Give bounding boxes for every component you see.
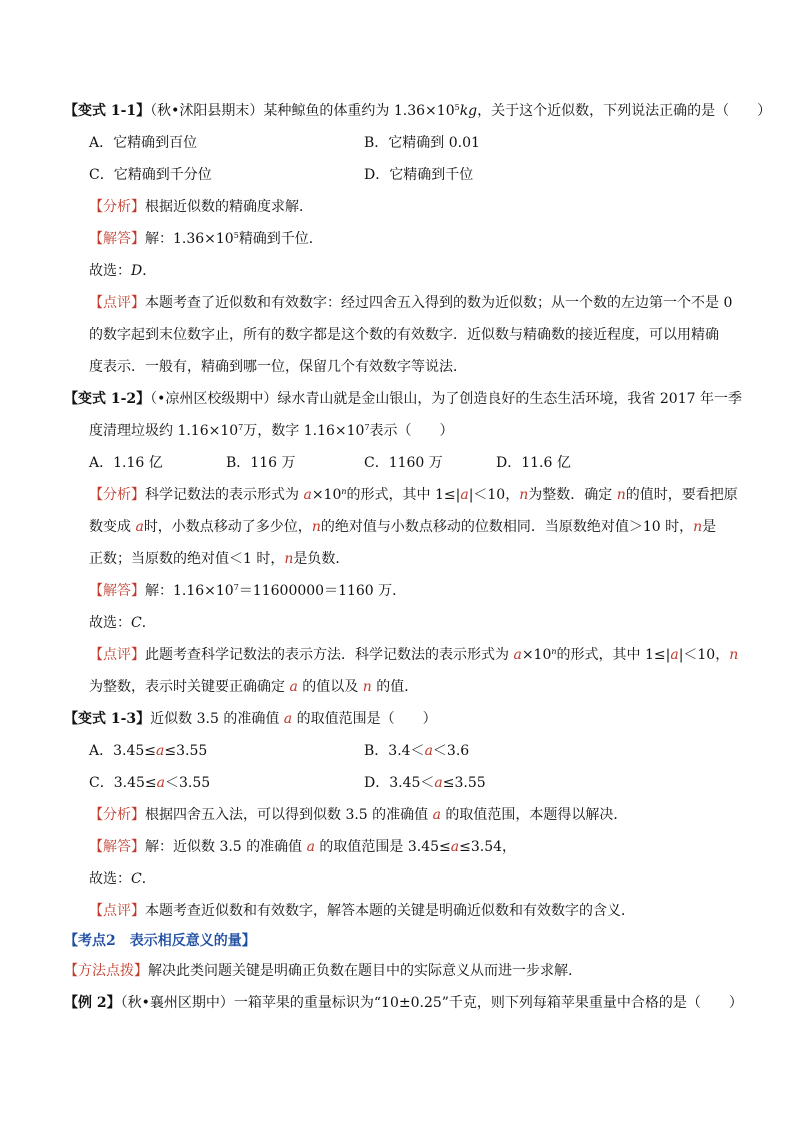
answer-1-3: 【解答】解：近似数 3.5 的准确值 a 的取值范围是 3.45≤a≤3.54， <box>89 839 517 855</box>
analysis-1-2-line3: 正数；当原数的绝对值＜1 时，n是负数． <box>89 551 350 567</box>
comment-1-2-line2: 为整数，表示时关键要正确确定 a 的值以及 n 的值． <box>89 679 419 695</box>
comment-1-1-line1: 【点评】本题考查了近似数和有效数字：经过四舍五入得到的数为近似数；从一个数的左边第一个不是 0 <box>89 295 733 311</box>
question-tag: 【变式 1-3】 <box>64 711 151 727</box>
analysis-1-1: 【分析】根据近似数的精确度求解． <box>89 199 313 215</box>
question-tag: 【变式 1-2】 <box>64 391 151 407</box>
comment-1-1-line2: 的数字起到末位数字止，所有的数字都是这个数的有效数字．近似数与精确数的接近程度，可以用精确 <box>89 327 719 343</box>
option-c: C．它精确到千分位 <box>89 167 212 183</box>
comment-1-1-line3: 度表示．一般有，精确到哪一位，保留几个有效数字等说法． <box>89 359 467 375</box>
option-c: C．3.45≤a＜3.55 <box>89 775 211 791</box>
comment-1-3: 【点评】本题考查近似数和有效数字，解答本题的关键是明确近似数和有效数字的含义． <box>89 903 635 919</box>
option-d: D．3.45＜a≤3.55 <box>364 775 486 791</box>
option-d: D．它精确到千位 <box>364 167 474 183</box>
method-tip: 【方法点拨】解决此类问题关键是明确正负数在题目中的实际意义从而进一步求解. <box>64 963 573 979</box>
analysis-1-2-line1: 【分析】科学记数法的表示形式为 $a\times 10^n$的形式，其中 1≤|a|＜10，n为整数．确定 n的值时，要看把原 <box>89 487 738 503</box>
option-b: B．3.4＜a＜3.6 <box>364 743 470 759</box>
question-1-1-stem: 【变式 1-1】（秋•沭阳县期末）某种鲸鱼的体重约为 $1.36\times 10^5kg$，关于这个近似数，下列说法正确的是（ ） <box>64 103 772 119</box>
comment-1-2-line1: 【点评】此题考查科学记数法的表示方法．科学记数法的表示形式为 $a\times 10^n$的形式，其中 1≤|a|＜10，n <box>89 647 739 663</box>
answer-1-1: 【解答】解：$1.36\times 10^5$精确到千位． <box>89 231 323 247</box>
example-2-stem: 【例 2】（秋•襄州区期中）一箱苹果的重量标识为“10±0.25”千克，则下列每箱苹果重量中合格的是（ ） <box>64 995 743 1011</box>
analysis-1-3: 【分析】根据四舍五入法，可以得到似数 3.5 的准确值 a 的取值范围，本题得以解决． <box>89 807 628 823</box>
choice-1-1: 故选：D． <box>89 263 157 279</box>
choice-1-2: 故选：C． <box>89 615 156 631</box>
analysis-1-2-line2: 数变成 a时，小数点移动了多少位，n的绝对值与小数点移动的位数相同．当原数绝对值＞10 时，n是 <box>89 519 717 535</box>
option-c: C．1160 万 <box>364 455 443 471</box>
answer-1-2: 【解答】解：$1.16\times 10^7=11600000=1160$ 万． <box>89 583 407 599</box>
option-a: A．它精确到百位 <box>89 135 198 151</box>
option-d: D．11.6 亿 <box>496 455 571 471</box>
question-tag: 【例 2】 <box>64 995 121 1011</box>
question-1-2-stem: 【变式 1-2】（•凉州区校级期中）绿水青山就是金山银山，为了创造良好的生态生活环境，我省 2017 年一季 <box>64 391 742 407</box>
key-point-title: 【考点2 表示相反意义的量】 <box>64 933 256 949</box>
option-a: A．1.16 亿 <box>89 455 163 471</box>
option-b: B．它精确到 0.01 <box>364 135 480 151</box>
choice-1-3: 故选：C． <box>89 871 156 887</box>
option-a: A．3.45≤a≤3.55 <box>89 743 208 759</box>
question-1-2-stem-line2: 度清理垃圾约 $1.16\times 10^7$万，数字 $1.16\times 10^7$表示（ ） <box>89 423 454 439</box>
option-b: B．116 万 <box>226 455 296 471</box>
question-tag: 【变式 1-1】 <box>64 103 151 119</box>
question-1-3-stem: 【变式 1-3】近似数 3.5 的准确值 a 的取值范围是（ ） <box>64 711 437 727</box>
